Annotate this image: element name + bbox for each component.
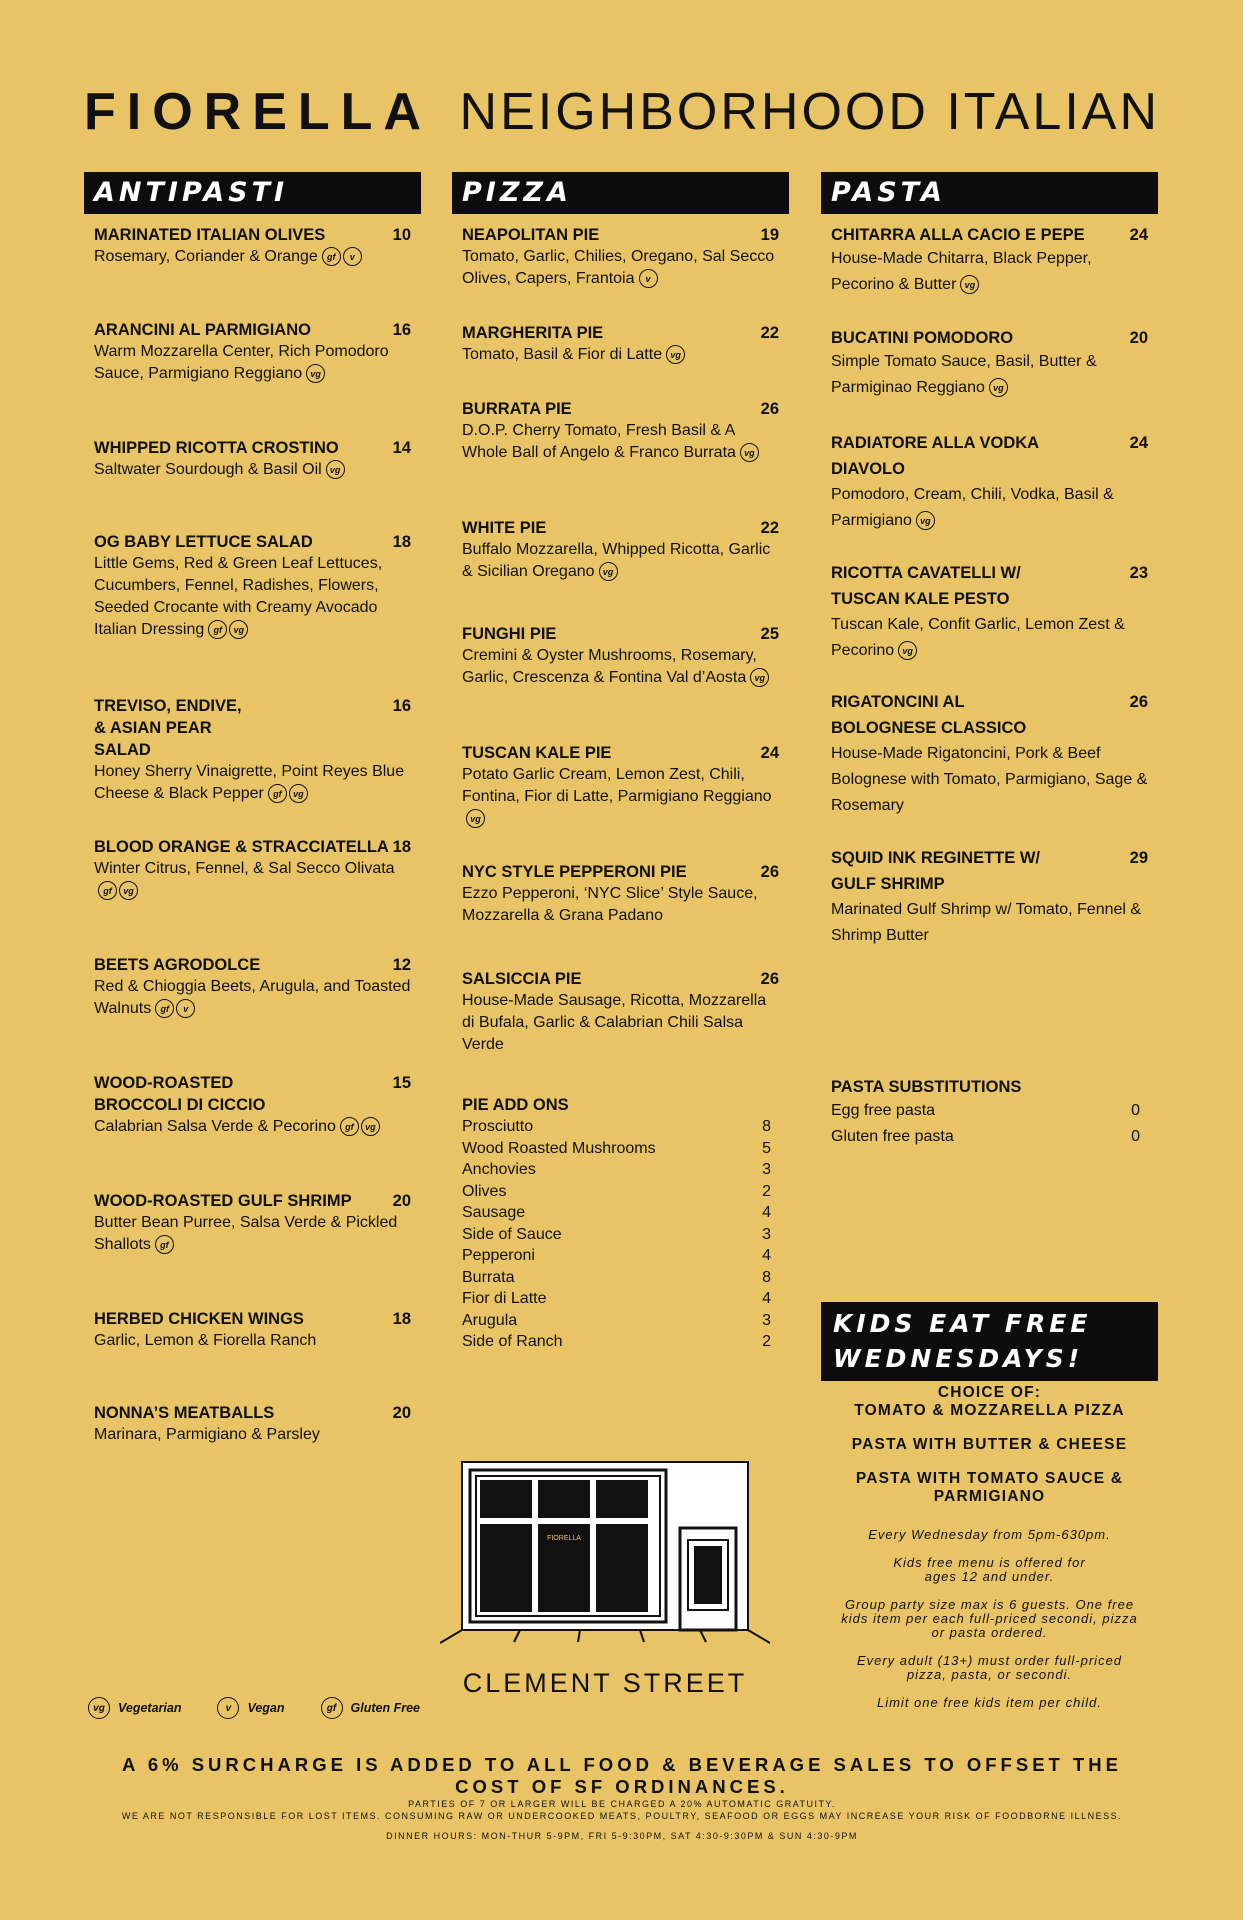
legend-vegetarian: Vegetarian — [118, 1701, 182, 1715]
kids-option: PASTA WITH BUTTER & CHEESE — [851, 1436, 1128, 1453]
vegetarian-icon: vg — [599, 562, 618, 581]
menu-header — [84, 82, 1160, 142]
menu-item — [462, 517, 779, 583]
menu-item — [94, 319, 411, 385]
item-description: Warm Mozzarella Center, Rich Pomodoro Sauce, Parmigiano Reggiano — [94, 343, 389, 382]
menu-item — [462, 968, 779, 1056]
item-name: TREVISO, ENDIVE, & ASIAN PEAR SALAD — [94, 697, 242, 759]
add-on-row: Wood Roasted Mushrooms 5 — [462, 1139, 771, 1157]
menu-item — [462, 322, 779, 366]
item-name: BLOOD ORANGE & STRACCIATELLA — [94, 838, 389, 856]
item-name: WOOD-ROASTED BROCCOLI DI CICCIO — [94, 1074, 266, 1114]
item-name: MARINATED ITALIAN OLIVES — [94, 226, 326, 244]
vegetarian-icon: vg — [466, 809, 485, 828]
menu-item — [94, 695, 411, 805]
item-name: CHITARRA ALLA CACIO E PEPE — [831, 226, 1085, 244]
kids-choice-label: CHOICE OF: — [937, 1384, 1042, 1401]
street-name: CLEMENT STREET — [462, 1668, 748, 1698]
vegetarian-icon: vg — [119, 881, 138, 900]
gluten-free-icon: gf — [340, 1117, 359, 1136]
menu-footer — [84, 1754, 1160, 1842]
item-price: 16 — [392, 697, 411, 715]
kids-note: Every Wednesday from 5pm-630pm. — [868, 1527, 1111, 1542]
vegetarian-icon: vg — [88, 1697, 110, 1719]
item-description: Buffalo Mozzarella, Whipped Ricotta, Garlic & Sicilian Oregano — [462, 541, 771, 580]
item-name: SALSICCIA PIE — [462, 970, 582, 988]
vegan-icon: v — [343, 247, 362, 266]
menu-item — [462, 224, 779, 290]
kids-note: Limit one free kids item per child. — [876, 1695, 1103, 1710]
gluten-free-icon: gf — [321, 1697, 343, 1719]
item-description: Tomato, Basil & Fior di Latte — [462, 346, 663, 363]
add-on-row: Sausage 4 — [462, 1204, 771, 1221]
add-ons-title: PIE ADD ONS — [462, 1096, 569, 1114]
antipasti-column — [84, 172, 421, 1472]
menu-item — [94, 1072, 411, 1138]
item-price: 26 — [760, 400, 779, 418]
item-description: Cremini & Oyster Mushrooms, Rosemary, Garlic, Crescenza & Fontina Val d’Aosta — [462, 647, 757, 686]
gluten-free-icon: gf — [268, 784, 287, 803]
item-price: 14 — [392, 439, 411, 457]
vegan-icon: v — [217, 1697, 239, 1719]
item-description: Saltwater Sourdough & Basil Oil — [94, 461, 322, 478]
menu-item — [94, 836, 411, 902]
restaurant-tagline: NEIGHBORHOOD ITALIAN — [459, 83, 1160, 141]
item-price: 25 — [760, 625, 779, 643]
gluten-free-icon: gf — [155, 1235, 174, 1254]
vegetarian-icon: vg — [361, 1117, 380, 1136]
item-name: OG BABY LETTUCE SALAD — [94, 533, 313, 551]
item-name: NONNA’S MEATBALLS — [94, 1404, 275, 1422]
item-price: 19 — [760, 226, 779, 244]
item-description: Winter Citrus, Fennel, & Sal Secco Olivata — [94, 860, 395, 877]
item-description: Garlic, Lemon & Fiorella Ranch — [94, 1332, 317, 1349]
add-on-row: Side of Ranch 2 — [462, 1333, 771, 1350]
vegetarian-icon: vg — [666, 345, 685, 364]
item-name: NYC STYLE PEPPERONI PIE — [462, 863, 687, 881]
item-price: 20 — [392, 1404, 411, 1422]
dietary-legend — [88, 1697, 420, 1719]
item-price: 18 — [392, 533, 411, 551]
substitution-row: Gluten free pasta 0 — [831, 1128, 1140, 1145]
storefront-illustration — [440, 1458, 770, 1648]
item-name: BUCATINI POMODORO — [831, 329, 1014, 347]
pasta-heading: PASTA — [821, 172, 1158, 214]
storefront-sign: FIORELLA — [547, 1535, 581, 1542]
menu-item — [831, 327, 1148, 401]
menu-item — [94, 1402, 411, 1446]
item-price: 26 — [1129, 693, 1148, 711]
item-name: SQUID INK REGINETTE W/ GULF SHRIMP — [831, 849, 1041, 893]
kids-heading-line2: WEDNESDAYS! — [833, 1344, 1084, 1373]
item-name: RADIATORE ALLA VODKA DIAVOLO — [831, 434, 1039, 478]
legend-gluten-free: Gluten Free — [350, 1701, 420, 1715]
add-on-row: Burrata 8 — [462, 1268, 771, 1286]
item-name: HERBED CHICKEN WINGS — [94, 1310, 304, 1328]
item-description: Rosemary, Coriander & Orange — [94, 248, 318, 265]
add-on-row: Pepperoni 4 — [462, 1247, 771, 1264]
gluten-free-icon: gf — [322, 247, 341, 266]
vegetarian-icon: vg — [326, 460, 345, 479]
item-description: Marinara, Parmigiano & Parsley — [94, 1426, 320, 1443]
pizza-heading: PIZZA — [452, 172, 789, 214]
add-on-row: Side of Sauce 3 — [462, 1225, 771, 1243]
item-description: Simple Tomato Sauce, Basil, Butter & Parmiginao Reggiano — [831, 353, 1097, 396]
item-price: 24 — [760, 744, 779, 762]
item-description: Pomodoro, Cream, Chili, Vodka, Basil & Parmigiano — [831, 486, 1114, 529]
item-name: MARGHERITA PIE — [462, 324, 604, 342]
disclaimer: WE ARE NOT RESPONSIBLE FOR LOST ITEMS. CONSUMING RAW OR UNDERCOOKED MEATS, POULTRY, SEAFOOD OR EGGS MAY INCREASE YOUR RISK OF FOODBORNE ILLNESS. — [121, 1811, 1123, 1821]
item-name: RICOTTA CAVATELLI W/ TUSCAN KALE PESTO — [831, 564, 1021, 608]
antipasti-heading: ANTIPASTI — [84, 172, 421, 214]
vegetarian-icon: vg — [898, 641, 917, 660]
vegetarian-icon: vg — [289, 784, 308, 803]
add-on-row: Olives 2 — [462, 1182, 771, 1200]
vegetarian-icon: vg — [960, 275, 979, 294]
pie-add-ons — [462, 1094, 779, 1353]
kids-note: Group party size max is 6 guests. One free kids item per each full-priced secondi, pizza or pasta ordered. — [841, 1597, 1138, 1640]
gluten-free-icon: gf — [208, 620, 227, 639]
item-price: 12 — [392, 956, 411, 974]
item-description: Red & Chioggia Beets, Arugula, and Toasted Walnuts — [94, 978, 411, 1017]
menu-item — [94, 954, 411, 1020]
item-name: BEETS AGRODOLCE — [94, 956, 261, 974]
item-price: 26 — [760, 863, 779, 881]
item-name: NEAPOLITAN PIE — [462, 226, 600, 244]
menu-item — [831, 560, 1148, 664]
item-description: House-Made Chitarra, Black Pepper, Pecorino & Butter — [831, 250, 1092, 293]
menu-item — [94, 531, 411, 641]
substitution-row: Egg free pasta 0 — [831, 1102, 1140, 1119]
item-description: Honey Sherry Vinaigrette, Point Reyes Blue Cheese & Black Pepper — [94, 763, 405, 802]
item-description: Little Gems, Red & Green Leaf Lettuces, Cucumbers, Fennel, Radishes, Flowers, Seeded Crocante with Creamy Avocado Italian Dressing — [94, 555, 383, 638]
item-price: 26 — [760, 970, 779, 988]
item-price: 20 — [1129, 329, 1148, 347]
item-price: 22 — [760, 324, 779, 342]
item-price: 20 — [392, 1192, 411, 1210]
item-name: BURRATA PIE — [462, 400, 572, 418]
surcharge-notice: A 6% SURCHARGE IS ADDED TO ALL FOOD & BEVERAGE SALES TO OFFSET THE COST OF SF ORDINANCES. — [122, 1754, 1122, 1797]
add-on-row: Fior di Latte 4 — [462, 1290, 771, 1307]
menu-item — [462, 623, 779, 689]
kids-eat-free-banner — [821, 1302, 1158, 1381]
item-price: 23 — [1129, 564, 1148, 582]
kids-note: Every adult (13+) must order full-priced pizza, pasta, or secondi. — [856, 1653, 1123, 1682]
menu-item — [462, 398, 779, 464]
menu-item — [831, 689, 1148, 819]
kids-option: TOMATO & MOZZARELLA PIZZA — [854, 1402, 1125, 1419]
item-price: 16 — [392, 321, 411, 339]
kids-option: PASTA WITH TOMATO SAUCE & PARMIGIANO — [855, 1470, 1124, 1505]
gluten-free-icon: gf — [155, 999, 174, 1018]
add-on-row: Arugula 3 — [462, 1311, 771, 1329]
item-name: TUSCAN KALE PIE — [462, 744, 612, 762]
vegetarian-icon: vg — [740, 443, 759, 462]
menu-item — [94, 224, 411, 268]
menu-item — [831, 845, 1148, 949]
item-name: RIGATONCINI AL BOLOGNESE CLASSICO — [831, 693, 1027, 737]
item-price: 22 — [760, 519, 779, 537]
menu-item — [462, 861, 779, 927]
vegetarian-icon: vg — [306, 364, 325, 383]
item-description: House-Made Sausage, Ricotta, Mozzarella di Bufala, Garlic & Calabrian Chili Salsa Verde — [462, 992, 767, 1053]
add-on-row: Anchovies 3 — [462, 1161, 771, 1178]
kids-note: Kids free menu is offered for ages 12 and under. — [893, 1555, 1086, 1584]
menu-item — [831, 430, 1148, 534]
vegetarian-icon: vg — [916, 511, 935, 530]
menu-item — [94, 1190, 411, 1256]
item-name: FUNGHI PIE — [462, 625, 557, 643]
item-description: Tomato, Garlic, Chilies, Oregano, Sal Secco Olives, Capers, Frantoia — [462, 248, 775, 287]
menu-item — [94, 1308, 411, 1352]
vegan-icon: v — [639, 269, 658, 288]
item-price: 18 — [392, 1310, 411, 1328]
menu-item — [462, 742, 779, 830]
vegan-icon: v — [176, 999, 195, 1018]
restaurant-name: FIORELLA — [84, 83, 432, 141]
item-description: D.O.P. Cherry Tomato, Fresh Basil & A Whole Ball of Angelo & Franco Burrata — [462, 422, 736, 461]
item-price: 15 — [392, 1074, 411, 1092]
item-description: Potato Garlic Cream, Lemon Zest, Chili, Fontina, Fior di Latte, Parmigiano Reggiano — [462, 766, 772, 805]
pasta-substitutions — [831, 1076, 1148, 1150]
item-name: WOOD-ROASTED GULF SHRIMP — [94, 1192, 352, 1210]
kids-heading-line1: KIDS EAT FREE — [833, 1309, 1092, 1338]
vegetarian-icon: vg — [750, 668, 769, 687]
vegetarian-icon: vg — [989, 378, 1008, 397]
item-description: Butter Bean Purree, Salsa Verde & Pickled Shallots — [94, 1214, 398, 1253]
menu-item — [94, 437, 411, 481]
vegetarian-icon: vg — [229, 620, 248, 639]
item-price: 24 — [1129, 226, 1148, 244]
item-price: 29 — [1129, 849, 1148, 867]
item-name: WHIPPED RICOTTA CROSTINO — [94, 439, 339, 457]
item-description: Tuscan Kale, Confit Garlic, Lemon Zest & Pecorino — [831, 616, 1125, 659]
pasta-column — [821, 172, 1158, 1172]
item-price: 10 — [392, 226, 411, 244]
item-description: Marinated Gulf Shrimp w/ Tomato, Fennel & Shrimp Butter — [831, 901, 1142, 944]
item-description: Ezzo Pepperoni, ‘NYC Slice’ Style Sauce, Mozzarella & Grana Padano — [462, 885, 758, 924]
kids-menu-details — [821, 1384, 1158, 1710]
gratuity-notice: PARTIES OF 7 OR LARGER WILL BE CHARGED A 20% AUTOMATIC GRATUITY. — [408, 1799, 836, 1809]
dinner-hours: DINNER HOURS: MON-THUR 5-9PM, FRI 5-9:30PM, SAT 4:30-9:30PM & SUN 4:30-9PM — [386, 1831, 858, 1841]
pizza-column — [452, 172, 789, 1372]
menu-item — [831, 224, 1148, 298]
item-description: House-Made Rigatoncini, Pork & Beef Bolognese with Tomato, Parmigiano, Sage & Rosemary — [831, 745, 1148, 814]
item-description: Calabrian Salsa Verde & Pecorino — [94, 1118, 336, 1135]
item-price: 24 — [1129, 434, 1148, 452]
gluten-free-icon: gf — [98, 881, 117, 900]
add-on-row: Prosciutto 8 — [462, 1118, 771, 1135]
substitutions-title: PASTA SUBSTITUTIONS — [831, 1078, 1022, 1096]
item-name: ARANCINI AL PARMIGIANO — [94, 321, 311, 339]
legend-vegan: Vegan — [247, 1701, 285, 1715]
item-name: WHITE PIE — [462, 519, 547, 537]
item-price: 18 — [392, 838, 411, 856]
